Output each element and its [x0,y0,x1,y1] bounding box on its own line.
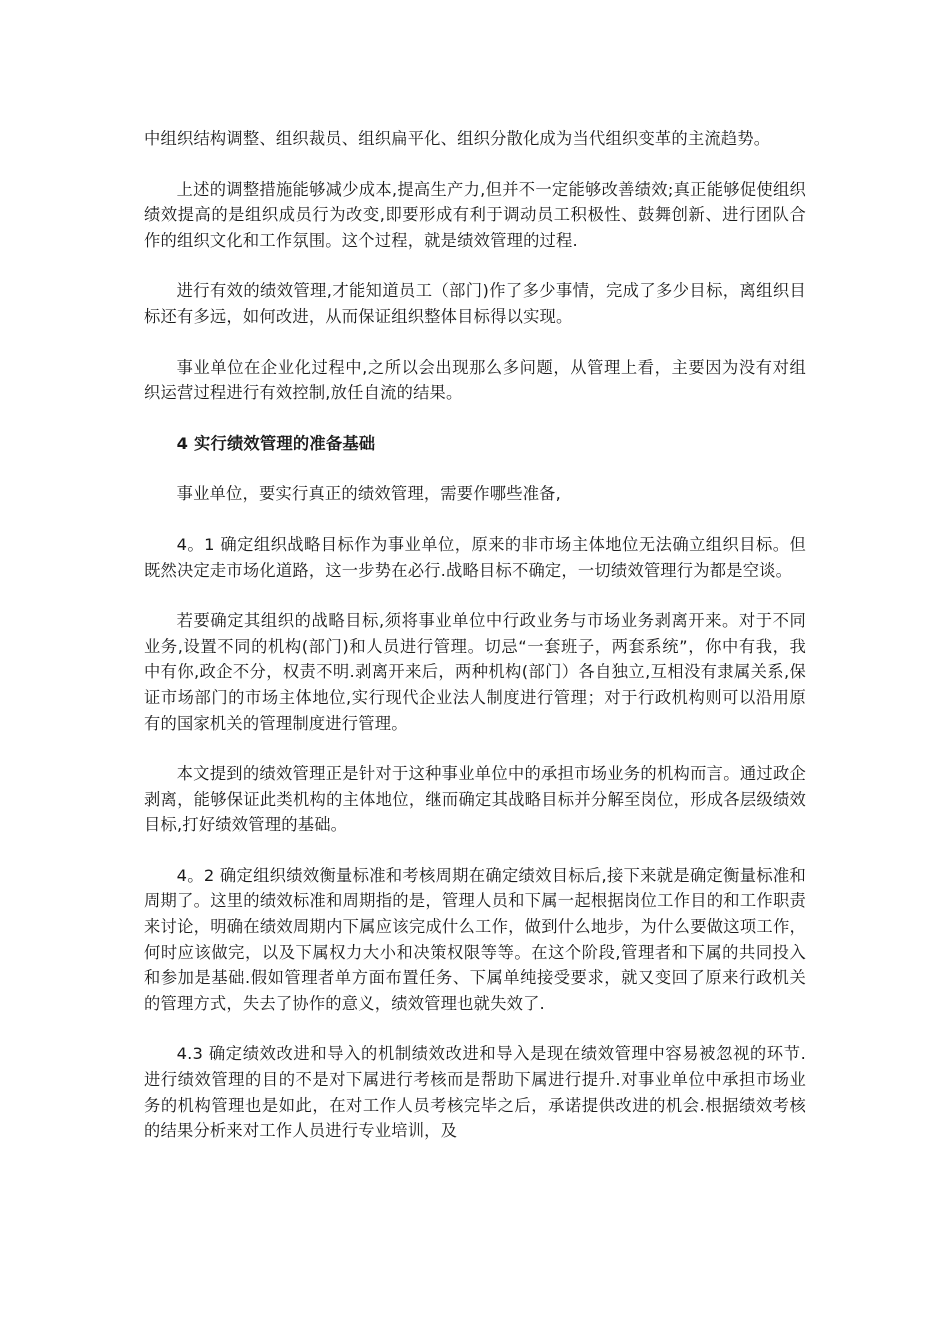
paragraph-9: 4。2 确定组织绩效衡量标准和考核周期在确定绩效目标后,接下来就是确定衡量标准和周期了。这里的绩效标准和周期指的是，管理人员和下属一起根据岗位工作目的和工作职责来讨论，明确在绩效周期内下属应该完成什么工作，做到什么地步，为什么要做这项工作，何时应该做完，以及下属权力大小和决策权限等等。在这个阶段,管理者和下属的共同投入和参加是基础.假如管理者单方面布置任务、下属单纯接受要求，就又变回了原来行政机关的管理方式，失去了协作的意义，绩效管理也就失效了. [144,865,806,1013]
paragraph-4: 事业单位在企业化过程中,之所以会出现那么多问题，从管理上看，主要因为没有对组织运营过程进行有效控制,放任自流的结果。 [144,357,806,403]
paragraph-10: 4.3 确定绩效改进和导入的机制绩效改进和导入是现在绩效管理中容易被忽视的环节.进行绩效管理的目的不是对下属进行考核而是帮助下属进行提升.对事业单位中承担市场业务的机构管理也是如此，在对工作人员考核完毕之后，承诺提供改进的机会.根据绩效考核的结果分析来对工作人员进行专业培训，及 [144,1044,806,1141]
paragraph-2: 上述的调整措施能够减少成本,提高生产力,但并不一定能够改善绩效;真正能够促使组织绩效提高的是组织成员行为改变,即要形成有利于调动员工积极性、鼓舞创新、进行团队合作的组织文化和工作氛围。这个过程，就是绩效管理的过程. [144,179,806,250]
paragraph-3: 进行有效的绩效管理,才能知道员工（部门)作了多少事情，完成了多少目标，离组织目标还有多远，如何改进，从而保证组织整体目标得以实现。 [144,281,806,326]
paragraph-1: 中组织结构调整、组织裁员、组织扁平化、组织分散化成为当代组织变革的主流趋势。 [144,129,771,148]
paragraph-6: 4。1 确定组织战略目标作为事业单位，原来的非市场主体地位无法确立组织目标。但既然决定走市场化道路，这一步势在必行.战略目标不确定，一切绩效管理行为都是空谈。 [144,534,806,580]
section-heading: 4 实行绩效管理的准备基础 [176,433,376,453]
paragraph-8: 本文提到的绩效管理正是针对于这种事业单位中的承担市场业务的机构而言。通过政企剥离，能够保证此类机构的主体地位，继而确定其战略目标并分解至岗位，形成各层级绩效目标,打好绩效管理的基础。 [144,764,806,835]
paragraph-7: 若要确定其组织的战略目标,须将事业单位中行政业务与市场业务剥离开来。对于不同业务,设置不同的机构(部门)和人员进行管理。切忌“一套班子，两套系统”，你中有我，我中有你,政企不分，权责不明.剥离开来后，两种机构(部门）各自独立,互相没有隶属关系,保证市场部门的市场主体地位,实行现代企业法人制度进行管理；对于行政机构则可以沿用原有的国家机关的管理制度进行管理。 [144,611,806,733]
paragraph-5: 事业单位，要实行真正的绩效管理，需要作哪些准备, [176,484,562,504]
document-body [144,126,806,1169]
